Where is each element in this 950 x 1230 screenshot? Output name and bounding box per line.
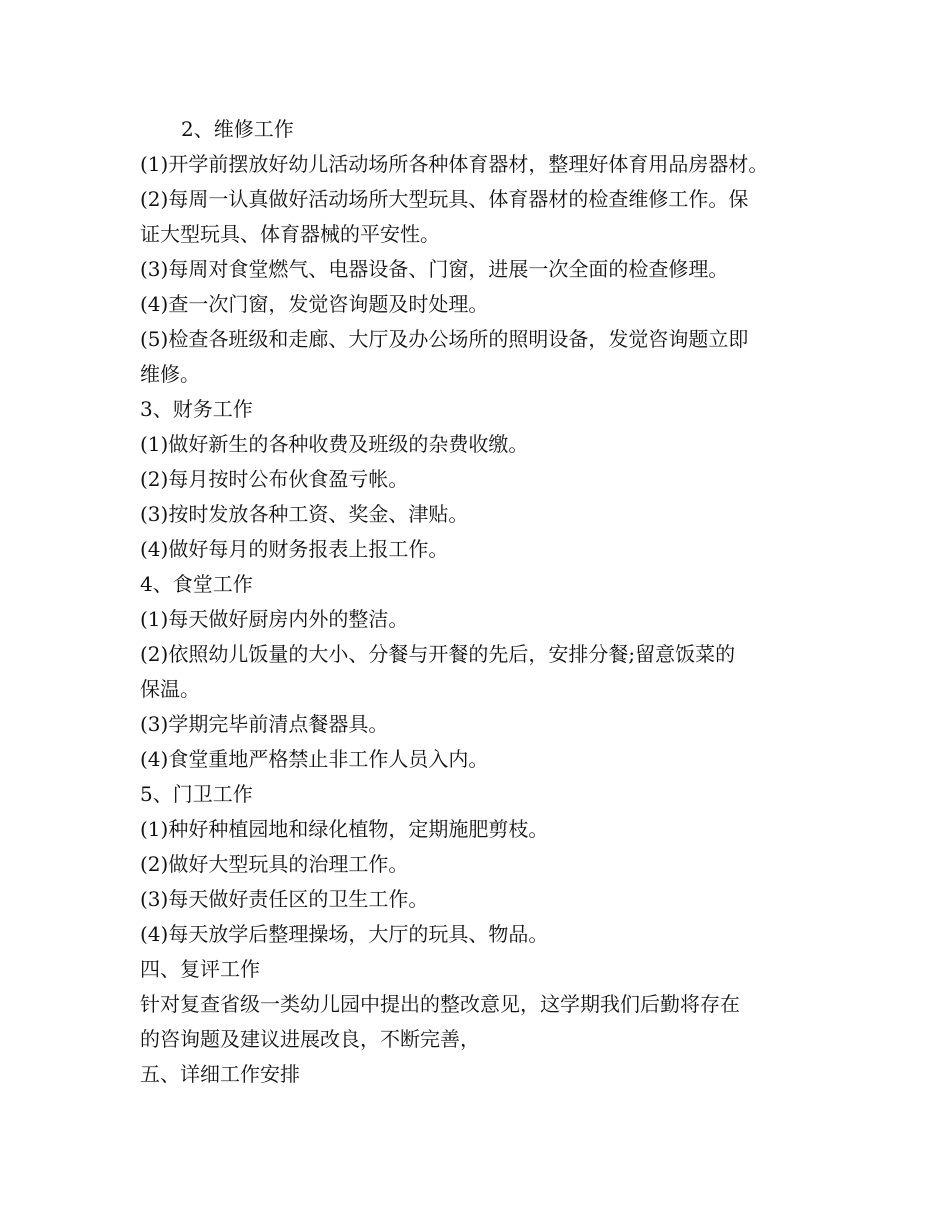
paragraph-line: 保温。 <box>140 677 200 701</box>
section-heading-finance: 3、财务工作 <box>140 397 253 421</box>
paragraph-line: (1)种好种植园地和绿化植物，定期施肥剪枝。 <box>140 817 549 841</box>
paragraph-line: (2)每月按时公布伙食盈亏帐。 <box>140 467 409 491</box>
paragraph-line: (1)开学前摆放好幼儿活动场所各种体育器材，整理好体育用品房器材。 <box>140 152 769 176</box>
paragraph-line: 证大型玩具、体育器械的平安性。 <box>140 222 440 246</box>
paragraph-line: (4)食堂重地严格禁止非工作人员入内。 <box>140 747 489 771</box>
document-body <box>140 112 825 1092</box>
paragraph-line: (1)每天做好厨房内外的整洁。 <box>140 607 409 631</box>
paragraph-line: (5)检查各班级和走廊、大厅及办公场所的照明设备，发觉咨询题立即 <box>140 327 749 351</box>
paragraph-line: (3)学期完毕前清点餐器具。 <box>140 712 389 736</box>
paragraph-line: (3)每周对食堂燃气、电器设备、门窗，进展一次全面的检查修理。 <box>140 257 729 281</box>
paragraph-line: (3)每天做好责任区的卫生工作。 <box>140 887 429 911</box>
paragraph-line: (4)查一次门窗，发觉咨询题及时处理。 <box>140 292 489 316</box>
paragraph-line: (4)每天放学后整理操场，大厅的玩具、物品。 <box>140 922 549 946</box>
paragraph-line: 维修。 <box>140 362 200 386</box>
paragraph-line: 针对复查省级一类幼儿园中提出的整改意见，这学期我们后勤将存在 <box>140 992 740 1016</box>
paragraph-line: 的咨询题及建议进展改良，不断完善， <box>140 1027 480 1051</box>
section-heading-maintenance: 2、维修工作 <box>181 117 294 141</box>
paragraph-line: (2)做好大型玩具的治理工作。 <box>140 852 409 876</box>
section-heading-schedule: 五、详细工作安排 <box>140 1062 300 1086</box>
paragraph-line: (1)做好新生的各种收费及班级的杂费收缴。 <box>140 432 529 456</box>
paragraph-line: (2)依照幼儿饭量的大小、分餐与开餐的先后，安排分餐;留意饭菜的 <box>140 642 736 666</box>
paragraph-line: (2)每周一认真做好活动场所大型玩具、体育器材的检查维修工作。保 <box>140 187 749 211</box>
paragraph-line: (4)做好每月的财务报表上报工作。 <box>140 537 449 561</box>
section-heading-review: 四、复评工作 <box>140 957 260 981</box>
paragraph-line: (3)按时发放各种工资、奖金、津贴。 <box>140 502 469 526</box>
section-heading-canteen: 4、食堂工作 <box>140 572 253 596</box>
section-heading-gatekeeper: 5、门卫工作 <box>140 782 253 806</box>
